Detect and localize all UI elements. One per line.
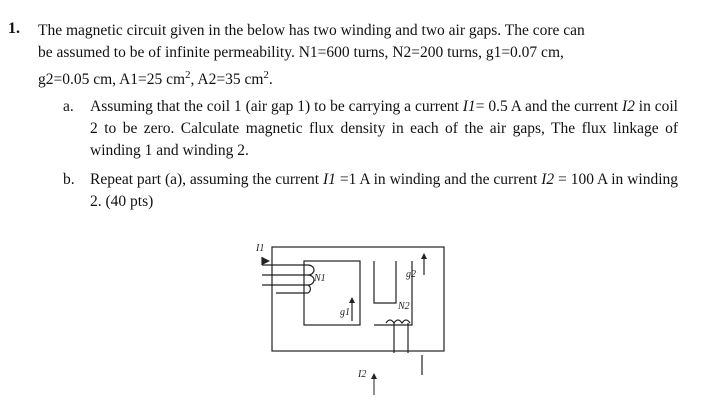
stem-exp-2: 2 — [263, 69, 269, 81]
part-a-text — [90, 96, 678, 162]
part-b-text — [90, 169, 678, 213]
question-stem — [38, 20, 688, 91]
core-outer — [272, 247, 444, 351]
part-a-text-2: = 0.5 A and the current — [475, 98, 622, 115]
part-b-text-3: = 100 A in winding 2. (40 pts) — [90, 171, 678, 210]
winding-n1 — [262, 265, 314, 293]
label-n1: N1 — [314, 273, 326, 284]
part-a-text-1: Assuming that the coil 1 (air gap 1) to be carrying a current — [90, 98, 463, 115]
label-n2: N2 — [398, 301, 410, 312]
label-g1: g1 — [340, 307, 350, 318]
stem-a2: , A2=35 cm — [190, 71, 264, 89]
stem-end: . — [268, 71, 273, 89]
part-b-text-1: Repeat part (a), assuming the current — [90, 171, 324, 188]
magnetic-circuit-figure — [246, 235, 466, 415]
part-a-label: a. — [63, 98, 74, 115]
label-i2: I2 — [358, 369, 367, 380]
part-a-i2: I2 — [621, 98, 635, 115]
stem-g2-a1: g2=0.05 cm, A1=25 cm — [38, 71, 186, 89]
part-a-i1: I1 — [462, 98, 476, 115]
label-i1: I1 — [256, 243, 265, 254]
part-a-text-3: in coil 2 to be zero. Calculate magnetic flux density in each of the air gaps, The flux linkage of winding 1 and winding 2. — [90, 98, 678, 159]
core-inner-right — [374, 261, 396, 303]
arrow-i2 — [371, 373, 377, 379]
stem-exp-1: 2 — [185, 69, 191, 81]
question-number: 1. — [8, 20, 20, 37]
stem-line-1: The magnetic circuit given in the below has two winding and two air gaps. The core can — [38, 22, 585, 39]
part-b-text-2: =1 A in winding and the current — [335, 171, 542, 188]
arrow-g1 — [349, 297, 355, 303]
label-g2: g2 — [406, 269, 416, 280]
part-b-i2: I2 — [541, 171, 555, 188]
part-b-i1: I1 — [323, 171, 336, 188]
stem-line-3 — [38, 64, 688, 91]
arrow-i1 — [262, 257, 270, 265]
part-b-label: b. — [63, 171, 75, 188]
arrow-g2 — [421, 253, 427, 259]
stem-line-2: be assumed to be of infinite permeability. N1=600 turns, N2=200 turns, g1=0.07 cm, — [38, 44, 564, 61]
